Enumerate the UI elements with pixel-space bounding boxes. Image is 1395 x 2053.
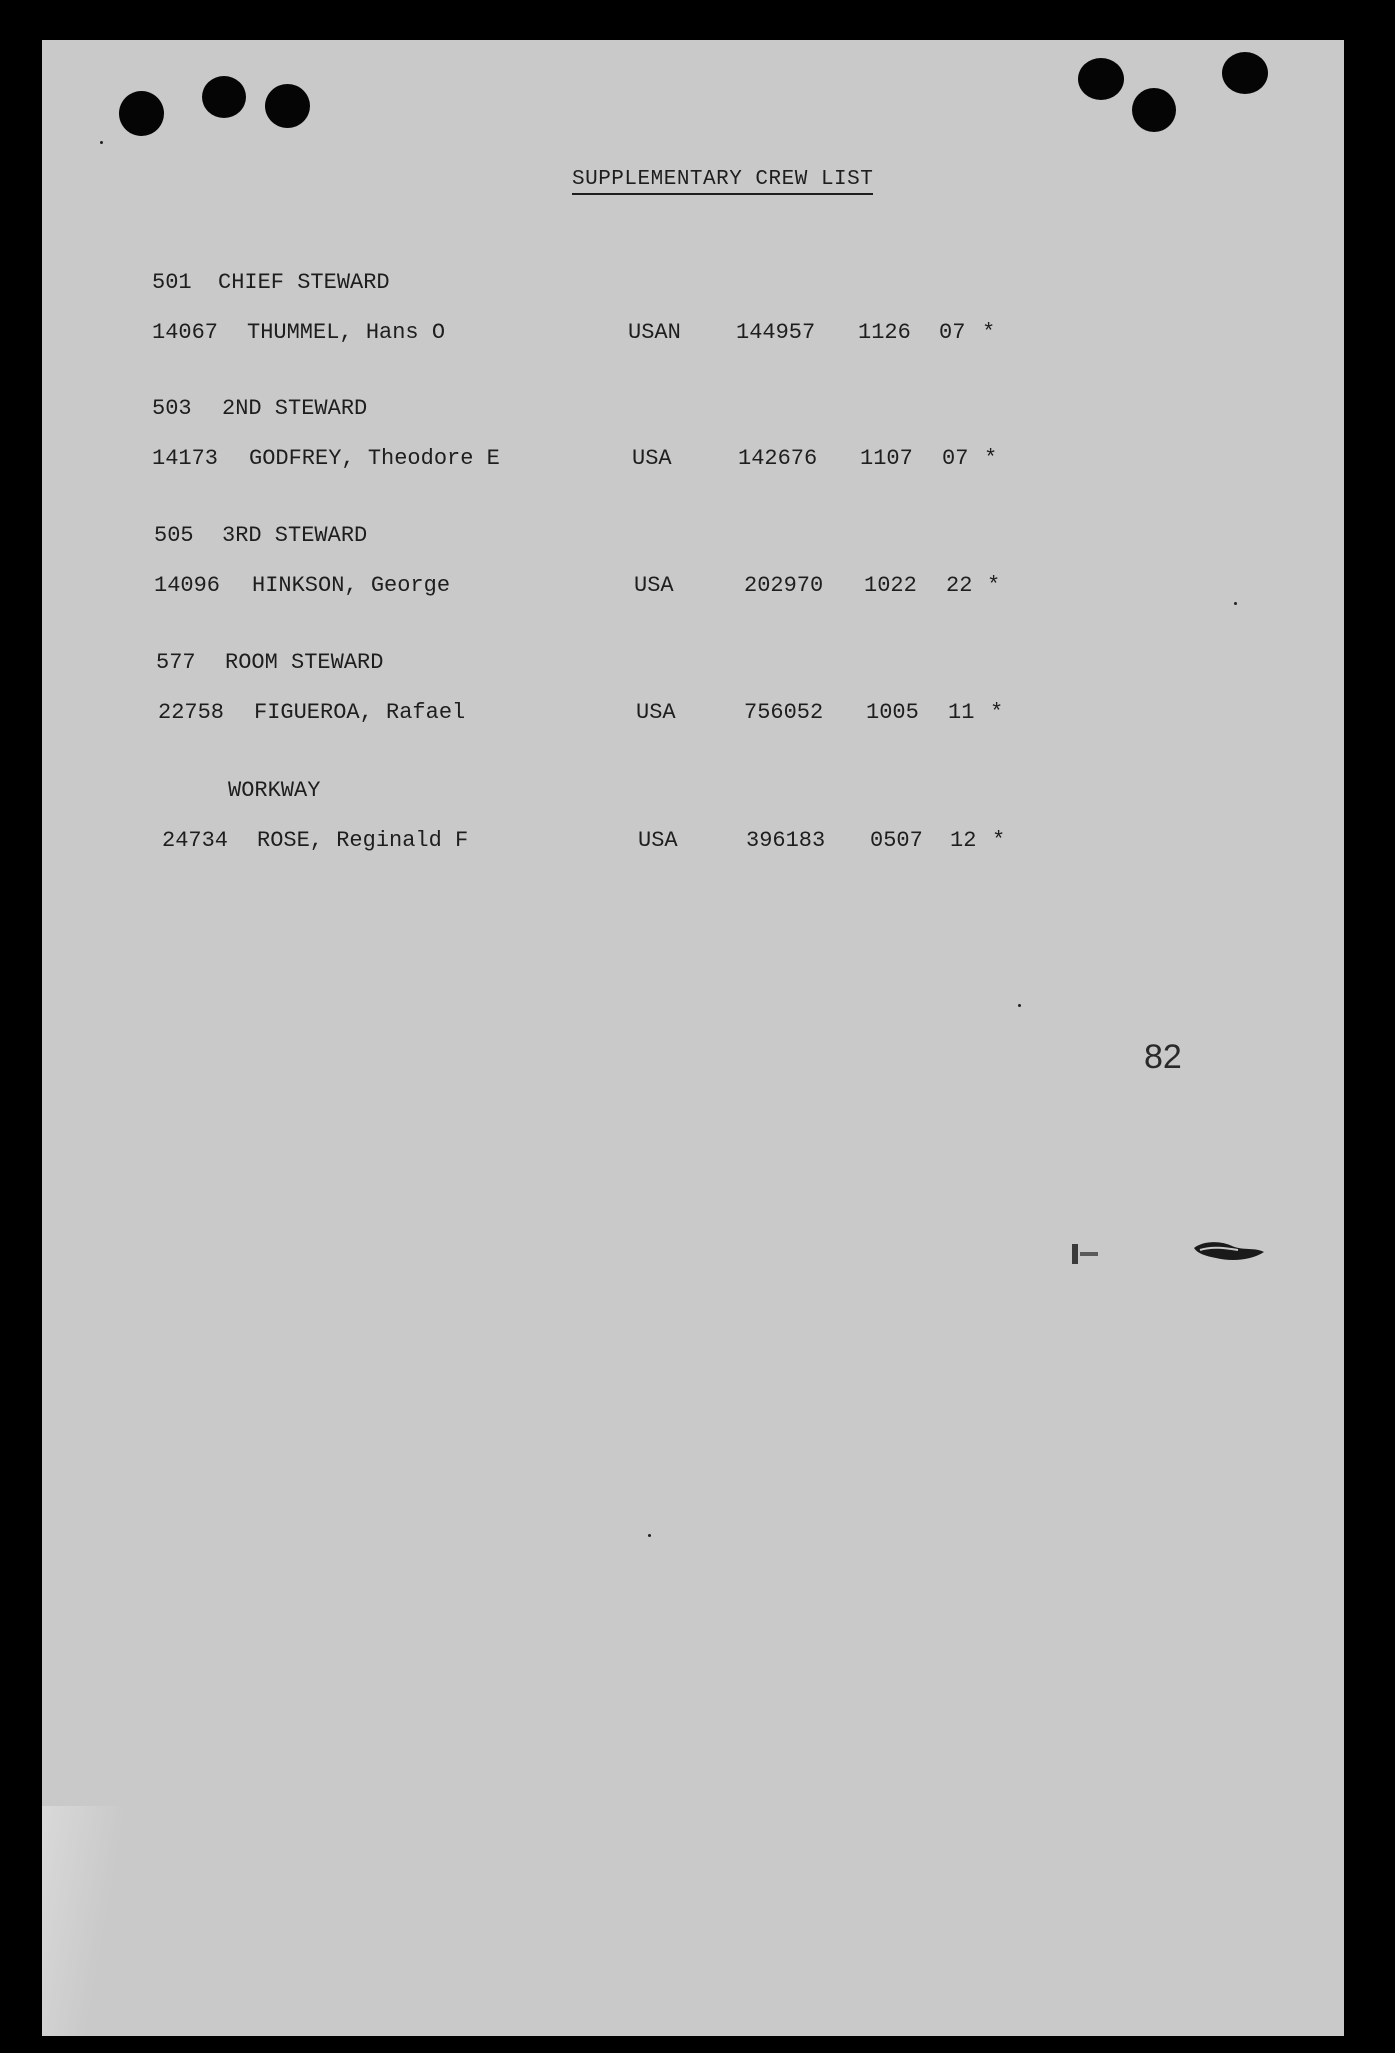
crew-nationality: USA (638, 828, 678, 853)
speck (648, 1534, 651, 1537)
punch-hole-right-1 (1078, 58, 1124, 100)
section-code: 505 (154, 523, 194, 548)
crew-mark: * (987, 573, 1001, 598)
section-code: 503 (152, 396, 192, 421)
crew-mark: * (982, 320, 996, 345)
punch-hole-right-2 (1132, 88, 1176, 132)
section-position: WORKWAY (228, 778, 321, 803)
crew-nationality: USA (636, 700, 676, 725)
document-page (42, 40, 1344, 2036)
crew-mark: * (992, 828, 1006, 853)
crew-number: 14096 (154, 573, 221, 598)
speck (100, 141, 103, 144)
crew-name: FIGUEROA, Rafael (254, 700, 466, 725)
crew-number: 22758 (158, 700, 225, 725)
crew-certificate: 202970 (744, 573, 824, 598)
section-code: 501 (152, 270, 192, 295)
crew-number: 24734 (162, 828, 229, 853)
crew-certificate: 396183 (746, 828, 826, 853)
crew-name: HINKSON, George (252, 573, 451, 598)
crew-nationality: USA (632, 446, 672, 471)
page-edge-shade (42, 1806, 122, 2036)
speck (1018, 1004, 1021, 1007)
page-number: 82 (1144, 1038, 1182, 1076)
punch-hole-left-1 (119, 91, 164, 136)
crew-certificate: 756052 (744, 700, 824, 725)
crew-certificate: 142676 (738, 446, 818, 471)
stamp-smudge-left (1070, 1238, 1110, 1268)
crew-certificate: 144957 (736, 320, 816, 345)
punch-hole-left-2 (202, 76, 246, 118)
crew-code-b: 07 (939, 320, 966, 345)
crew-code-a: 0507 (870, 828, 923, 853)
crew-code-b: 22 (946, 573, 973, 598)
crew-mark: * (984, 446, 998, 471)
crew-name: ROSE, Reginald F (257, 828, 469, 853)
punch-hole-right-3 (1222, 52, 1268, 94)
crew-number: 14173 (152, 446, 219, 471)
crew-code-b: 11 (948, 700, 975, 725)
crew-number: 14067 (152, 320, 219, 345)
crew-nationality: USAN (628, 320, 681, 345)
crew-nationality: USA (634, 573, 674, 598)
section-position: CHIEF STEWARD (218, 270, 390, 295)
crew-mark: * (990, 700, 1004, 725)
crew-code-b: 07 (942, 446, 969, 471)
section-code: 577 (156, 650, 196, 675)
section-position: 3RD STEWARD (222, 523, 368, 548)
crew-code-a: 1022 (864, 573, 917, 598)
crew-code-b: 12 (950, 828, 977, 853)
stamp-smudge (1192, 1238, 1266, 1264)
crew-code-a: 1107 (860, 446, 913, 471)
speck (1234, 602, 1237, 605)
crew-name: GODFREY, Theodore E (249, 446, 500, 471)
crew-name: THUMMEL, Hans O (247, 320, 446, 345)
crew-code-a: 1126 (858, 320, 911, 345)
crew-code-a: 1005 (866, 700, 919, 725)
document-title: SUPPLEMENTARY CREW LIST (572, 168, 873, 195)
punch-hole-left-3 (265, 84, 310, 128)
section-position: ROOM STEWARD (225, 650, 384, 675)
section-position: 2ND STEWARD (222, 396, 368, 421)
